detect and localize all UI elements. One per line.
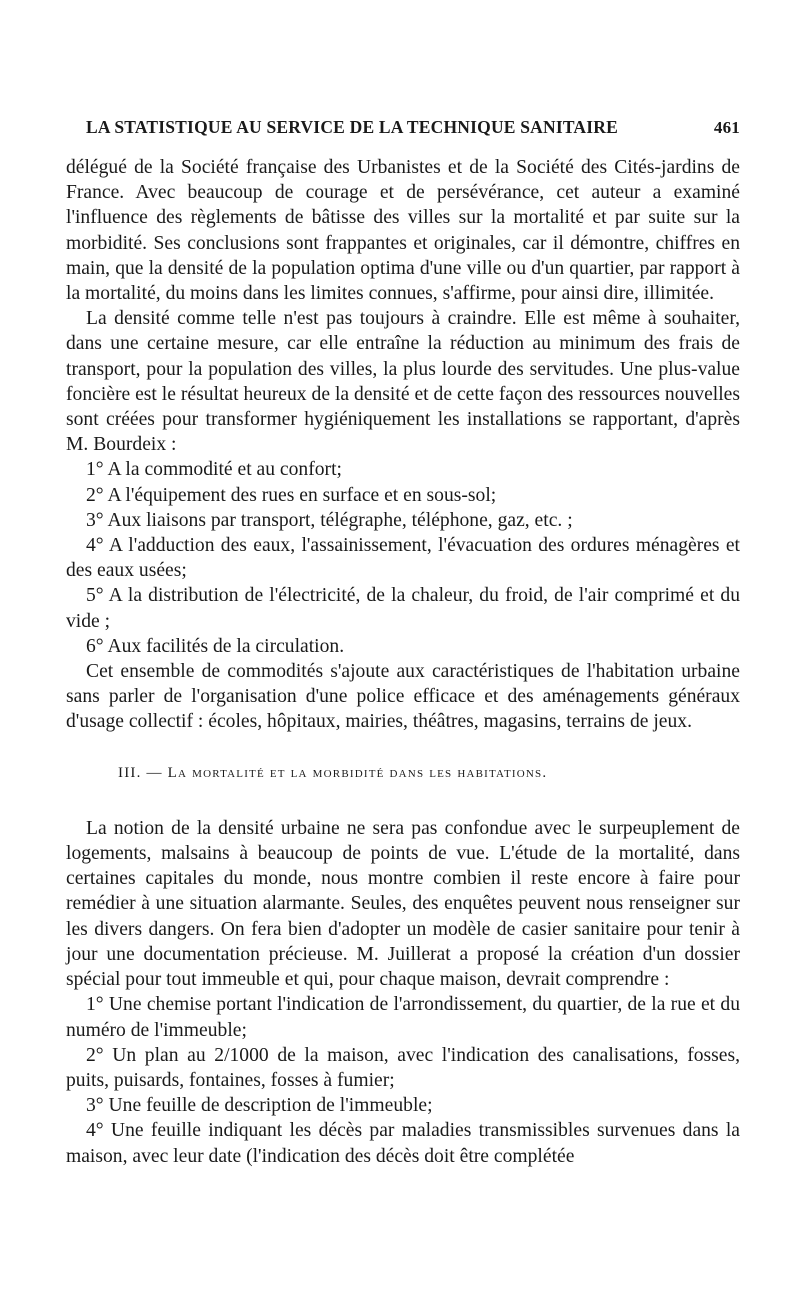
paragraph: Cet ensemble de commodités s'ajoute aux caractéristiques de l'habitation urbaine sans parler de l'organisation d'une police efficace et des aménagements généraux d'usage collectif : écoles, hôpitaux, mairies, théâtres, magasins, terrains de jeux. bbox=[66, 661, 740, 733]
body-text bbox=[66, 155, 740, 1169]
paragraph: La notion de la densité urbaine ne sera pas confondue avec le surpeuplement de logements, malsains à beaucoup de points de vue. L'étude de la mortalité, dans certaines capitales du monde, nous montre combien il reste encore à faire pour remédier à une situation alarmante. Seules, des enquêtes peuvent nous renseigner sur les divers dangers. On fera bien d'adopter un modèle de casier sanitaire pour tenir à jour une documentation précieuse. M. Juillerat a proposé la création d'un dossier spécial pour tout immeuble et qui, pour chaque maison, devrait comprendre : bbox=[66, 817, 740, 991]
paragraph: 1° A la commodité et au confort; bbox=[86, 459, 342, 481]
paragraph: La densité comme telle n'est pas toujours à craindre. Elle est même à souhaiter, dans une certaine mesure, car elle entraîne la réduction au minimum des frais de transport, pour la population des villes, la plus lourde des servitudes. Une plus-value foncière est le résultat heureux de la densité et de cette façon des ressources nouvelles sont créées pour transformer hygiéniquement les installations se rapportant, d'après M. Bourdeix : bbox=[66, 308, 740, 456]
paragraph: 2° A l'équipement des rues en surface et en sous-sol; bbox=[86, 484, 497, 506]
paragraph: 1° Une chemise portant l'indication de l'arrondissement, du quartier, de la rue et du numéro de l'immeuble; bbox=[66, 994, 740, 1041]
document-page bbox=[66, 117, 740, 1169]
running-header bbox=[86, 117, 740, 145]
paragraph: 3° Aux liaisons par transport, télégraphe, téléphone, gaz, etc. ; bbox=[86, 509, 573, 531]
paragraphs-before bbox=[66, 155, 740, 735]
paragraph: délégué de la Société française des Urbanistes et de la Société des Cités-jardins de France. Avec beaucoup de courage et de persévérance, cet auteur a examiné l'influence des règlements de bâtisse des villes sur la mortalité et par suite sur la morbidité. Ses conclusions sont frappantes et originales, car il démontre, chiffres en main, que la densité de la population optima d'une ville ou d'un quartier, par rapport à la mortalité, du moins dans les limites connues, s'affirme, pour ainsi dire, illimitée. bbox=[66, 157, 740, 305]
paragraph: 3° Une feuille de description de l'immeuble; bbox=[86, 1095, 433, 1117]
paragraph: 5° A la distribution de l'électricité, de la chaleur, du froid, de l'air comprimé et du vide ; bbox=[66, 585, 740, 632]
running-title: LA STATISTIQUE AU SERVICE DE LA TECHNIQUE SANITAIRE bbox=[86, 117, 618, 137]
paragraph: 2° Un plan au 2/1000 de la maison, avec l'indication des canalisations, fosses, puits, puisards, fontaines, fosses à fumier; bbox=[66, 1044, 740, 1091]
paragraph: 4° A l'adduction des eaux, l'assainissement, l'évacuation des ordures ménagères et des eaux usées; bbox=[66, 535, 740, 582]
section-heading bbox=[118, 761, 740, 786]
paragraphs-after bbox=[66, 816, 740, 1169]
section-number: III. — bbox=[118, 764, 163, 781]
section-title: La mortalité et la morbidité dans les habitations. bbox=[167, 764, 548, 781]
page-number: 461 bbox=[713, 118, 740, 137]
paragraph: 4° Une feuille indiquant les décès par maladies transmissibles survenues dans la maison, avec leur date (l'indication des décès doit être complétée bbox=[66, 1120, 740, 1167]
paragraph: 6° Aux facilités de la circulation. bbox=[86, 635, 345, 657]
